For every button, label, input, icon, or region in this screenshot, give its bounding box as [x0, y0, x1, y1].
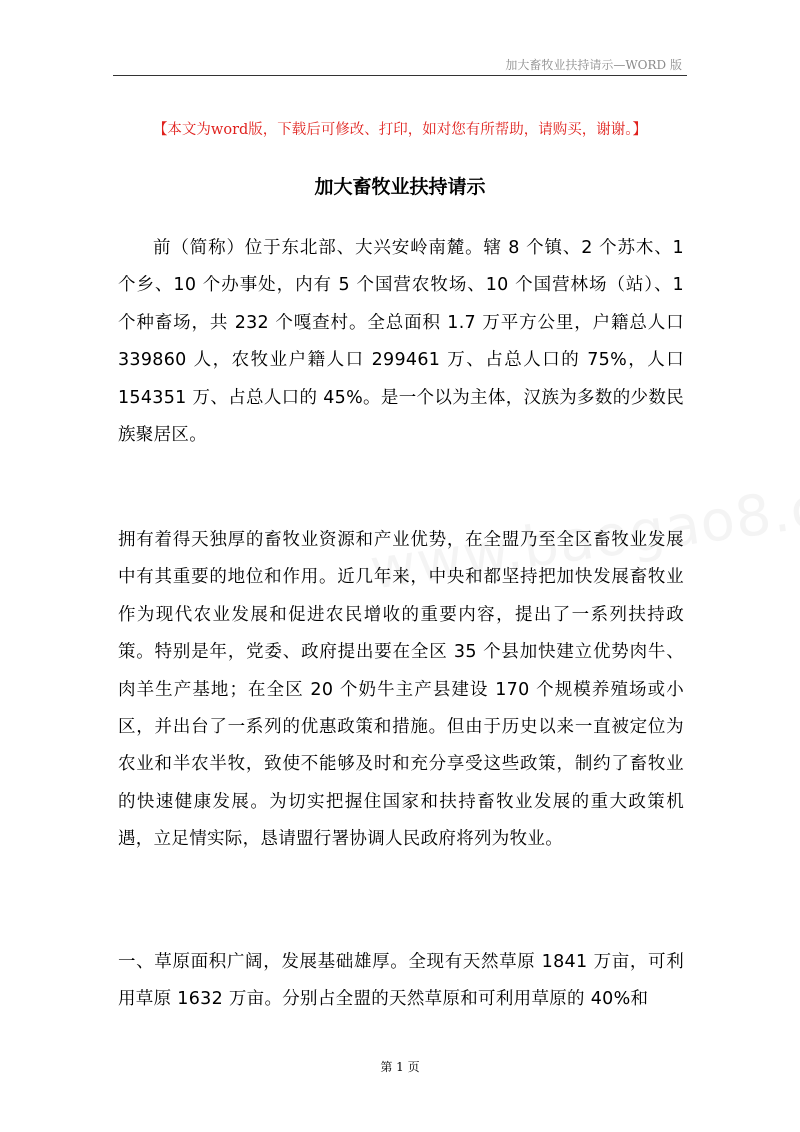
- paragraph-overview: 前（简称）位于东北部、大兴安岭南麓。辖 8 个镇、2 个苏木、1 个乡、10 个办事处，内有 5 个国营农牧场、10 个国营林场（站）、1 个种畜场，共 232 个嘎查村。全总面积 1.7 万平方公里，户籍总人口 339860 人，农牧业户籍人口 299461 万、占总人口的 75%，人口 154351 万、占总人口的 45%。是一个以为主体，汉族为多数的少数民族聚居区。: [118, 238, 684, 446]
- purchase-notice: 【本文为word版，下载后可修改、打印，如对您有所帮助，请购买，谢谢。】: [152, 122, 648, 138]
- paragraph-advantages: 拥有着得天独厚的畜牧业资源和产业优势，在全盟乃至全区畜牧业发展中有其重要的地位和作用。近几年来，中央和都坚持把加快发展畜牧业作为现代农业发展和促进农民增收的重要内容，提出了一系列扶持政策。特别是年，党委、政府提出要在全区 35 个县加快建立优势肉牛、肉羊生产基地；在全区 20 个奶牛主产县建设 170 个规模养殖场或小区，并出台了一系列的优惠政策和措施。但由于历史以来一直被定位为农业和半农半牧，致使不能够及时和充分享受这些政策，制约了畜牧业的快速健康发展。为切实把握住国家和扶持畜牧业发展的重大政策机遇，立足情实际，恳请盟行署协调人民政府将列为牧业。: [118, 530, 684, 850]
- header-divider: [113, 75, 687, 76]
- running-header: 加大畜牧业扶持请示—WORD 版: [505, 58, 682, 72]
- page-number: 第 1 页: [380, 1060, 420, 1074]
- document-title: 加大畜牧业扶持请示: [314, 176, 486, 198]
- paragraph-grassland: 一、草原面积广阔，发展基础雄厚。全现有天然草原 1841 万亩，可利用草原 1632 万亩。分别占全盟的天然草原和可利用草原的 40%和: [118, 952, 684, 1010]
